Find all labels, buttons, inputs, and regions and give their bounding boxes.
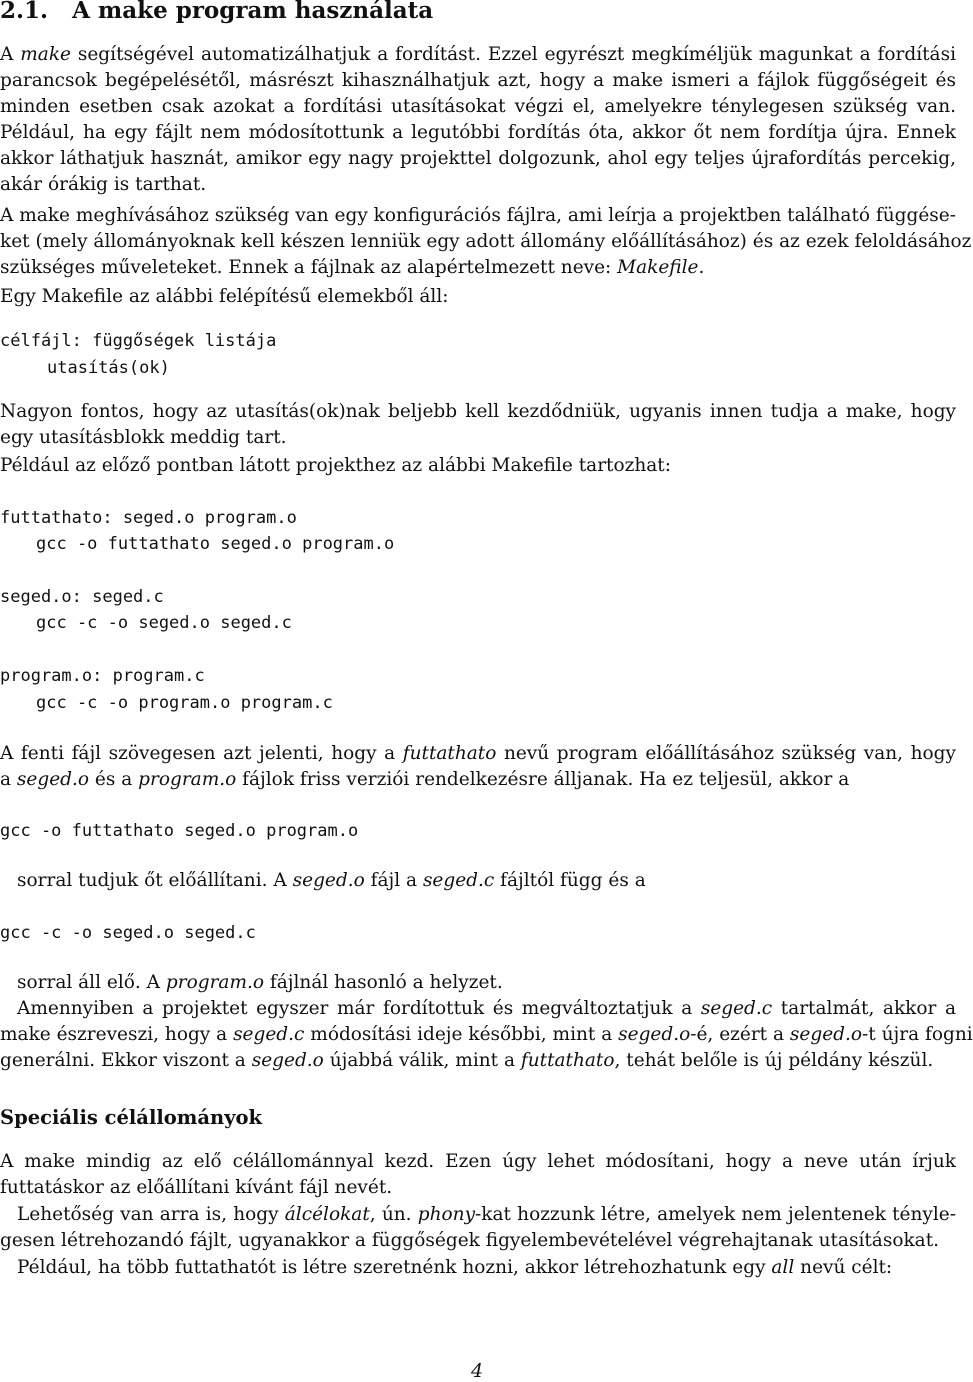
intro-line-4: Például, ha egy fájlt nem módosítottunk a legutóbbi fordítás óta, akkor őt nem fordítja újra. Ennek [0, 122, 956, 143]
structure-intro: Egy Makefile az alábbi felépítésű elemekből áll: [0, 286, 449, 307]
explain-line-1: A fenti fájl szövegesen azt jelenti, hogy a futtathato nevű program előállításához szükség van, hogy [0, 743, 956, 764]
after-command-1: sorral tudjuk őt előállítani. A seged.o fájl a seged.c fájltól függ és a [17, 870, 646, 891]
rebuild-line-2: make észreveszi, hogy a seged.c módosítási ideje későbbi, mint a seged.o-é, ezért a seged.o-t újra fogni [0, 1024, 973, 1045]
intro-line-6: akár órákig is tarthat. [0, 174, 207, 195]
special-p3-line: Például, ha több futtathatót is létre szeretnénk hozni, akkor létrehozhatunk egy all nevű célt: [17, 1257, 893, 1278]
page-number: 4 [471, 1360, 484, 1382]
rebuild-line-3: generálni. Ekkor viszont a seged.o újabbá válik, mint a futtathato, tehát belőle is új példány készül. [0, 1050, 934, 1071]
section-number: 2.1. [0, 0, 49, 24]
special-p1-line-1: A make mindig az elő célállománnyal kezd. Ezen úgy lehet módosítani, hogy a neve után írjuk [0, 1151, 956, 1172]
config-line-3: szükséges műveleteket. Ennek a fájlnak az alapértelmezett neve: Makefile. [0, 257, 705, 278]
config-line-2: ket (mely állományoknak kell készen lenniük egy adott állomány előállításához) és az ezek feloldásához [0, 231, 972, 252]
command-2: gcc -c -o seged.o seged.c [0, 923, 256, 943]
config-line-1: A make meghívásához szükség van egy konfigurációs fájlra, ami leírja a projektben található függése- [0, 205, 956, 226]
makefile-row-6: gcc -c -o program.o program.c [36, 693, 333, 713]
intro-line-1: A make segítségével automatizálhatjuk a fordítást. Ezzel egyrészt megkíméljük magunkat a fordítási [0, 44, 956, 65]
example-intro: Például az előző pontban látott projekthez az alábbi Makefile tartozhat: [0, 455, 671, 476]
after-command-2: sorral áll elő. A program.o fájlnál hasonló a helyzet. [17, 972, 503, 993]
intro-line-5: akkor láthatjuk hasznát, amikor egy nagy projekttel dolgozunk, ahol egy teljes újrafordítás percekig, [0, 148, 956, 169]
rebuild-line-1: Amennyiben a projektet egyszer már fordítottuk és megváltoztatjuk a seged.c tartalmát, akkor a [17, 998, 956, 1019]
section-heading [0, 0, 433, 24]
indent-note-line-1: Nagyon fontos, hogy az utasítás(ok)nak beljebb kell kezdődniük, ugyanis innen tudja a make, hogy [0, 401, 956, 422]
indent-note-line-2: egy utasításblokk meddig tart. [0, 427, 287, 448]
makefile-row-5: program.o: program.c [0, 666, 205, 686]
intro-line-3: minden esetben csak azokat a fordítási utasításokat végzi el, amelyekre ténylegesen szükség van. [0, 96, 956, 117]
section-title: A make program használata [72, 0, 434, 24]
special-p2-line-2: gesen létrehozandó fájlt, ugyanakkor a függőségek figyelembevételével végrehajtanak utasításokat. [0, 1230, 940, 1251]
code-structure-line-2: utasítás(ok) [47, 358, 170, 378]
explain-line-2: a seged.o és a program.o fájlok friss verziói rendelkezésre álljanak. Ha ez teljesül, akkor a [0, 769, 850, 790]
makefile-row-4: gcc -c -o seged.o seged.c [36, 613, 292, 633]
makefile-row-1: futtathato: seged.o program.o [0, 508, 297, 528]
makefile-row-2: gcc -o futtathato seged.o program.o [36, 534, 395, 554]
command-1: gcc -o futtathato seged.o program.o [0, 821, 359, 841]
code-structure-line-1: célfájl: függőségek listája [0, 331, 277, 351]
makefile-row-3: seged.o: seged.c [0, 587, 164, 607]
intro-line-2: parancsok begépelésétől, másrészt kihasználhatjuk azt, hogy a make ismeri a fájlok függőségeit és [0, 70, 956, 91]
special-p1-line-2: futtatáskor az előállítani kívánt fájl nevét. [0, 1177, 393, 1198]
subsection-heading: Speciális célállományok [0, 1106, 263, 1129]
special-p2-line-1: Lehetőség van arra is, hogy álcélokat, ún. phony-kat hozzunk létre, amelyek nem jelentenek tényle- [17, 1204, 956, 1225]
